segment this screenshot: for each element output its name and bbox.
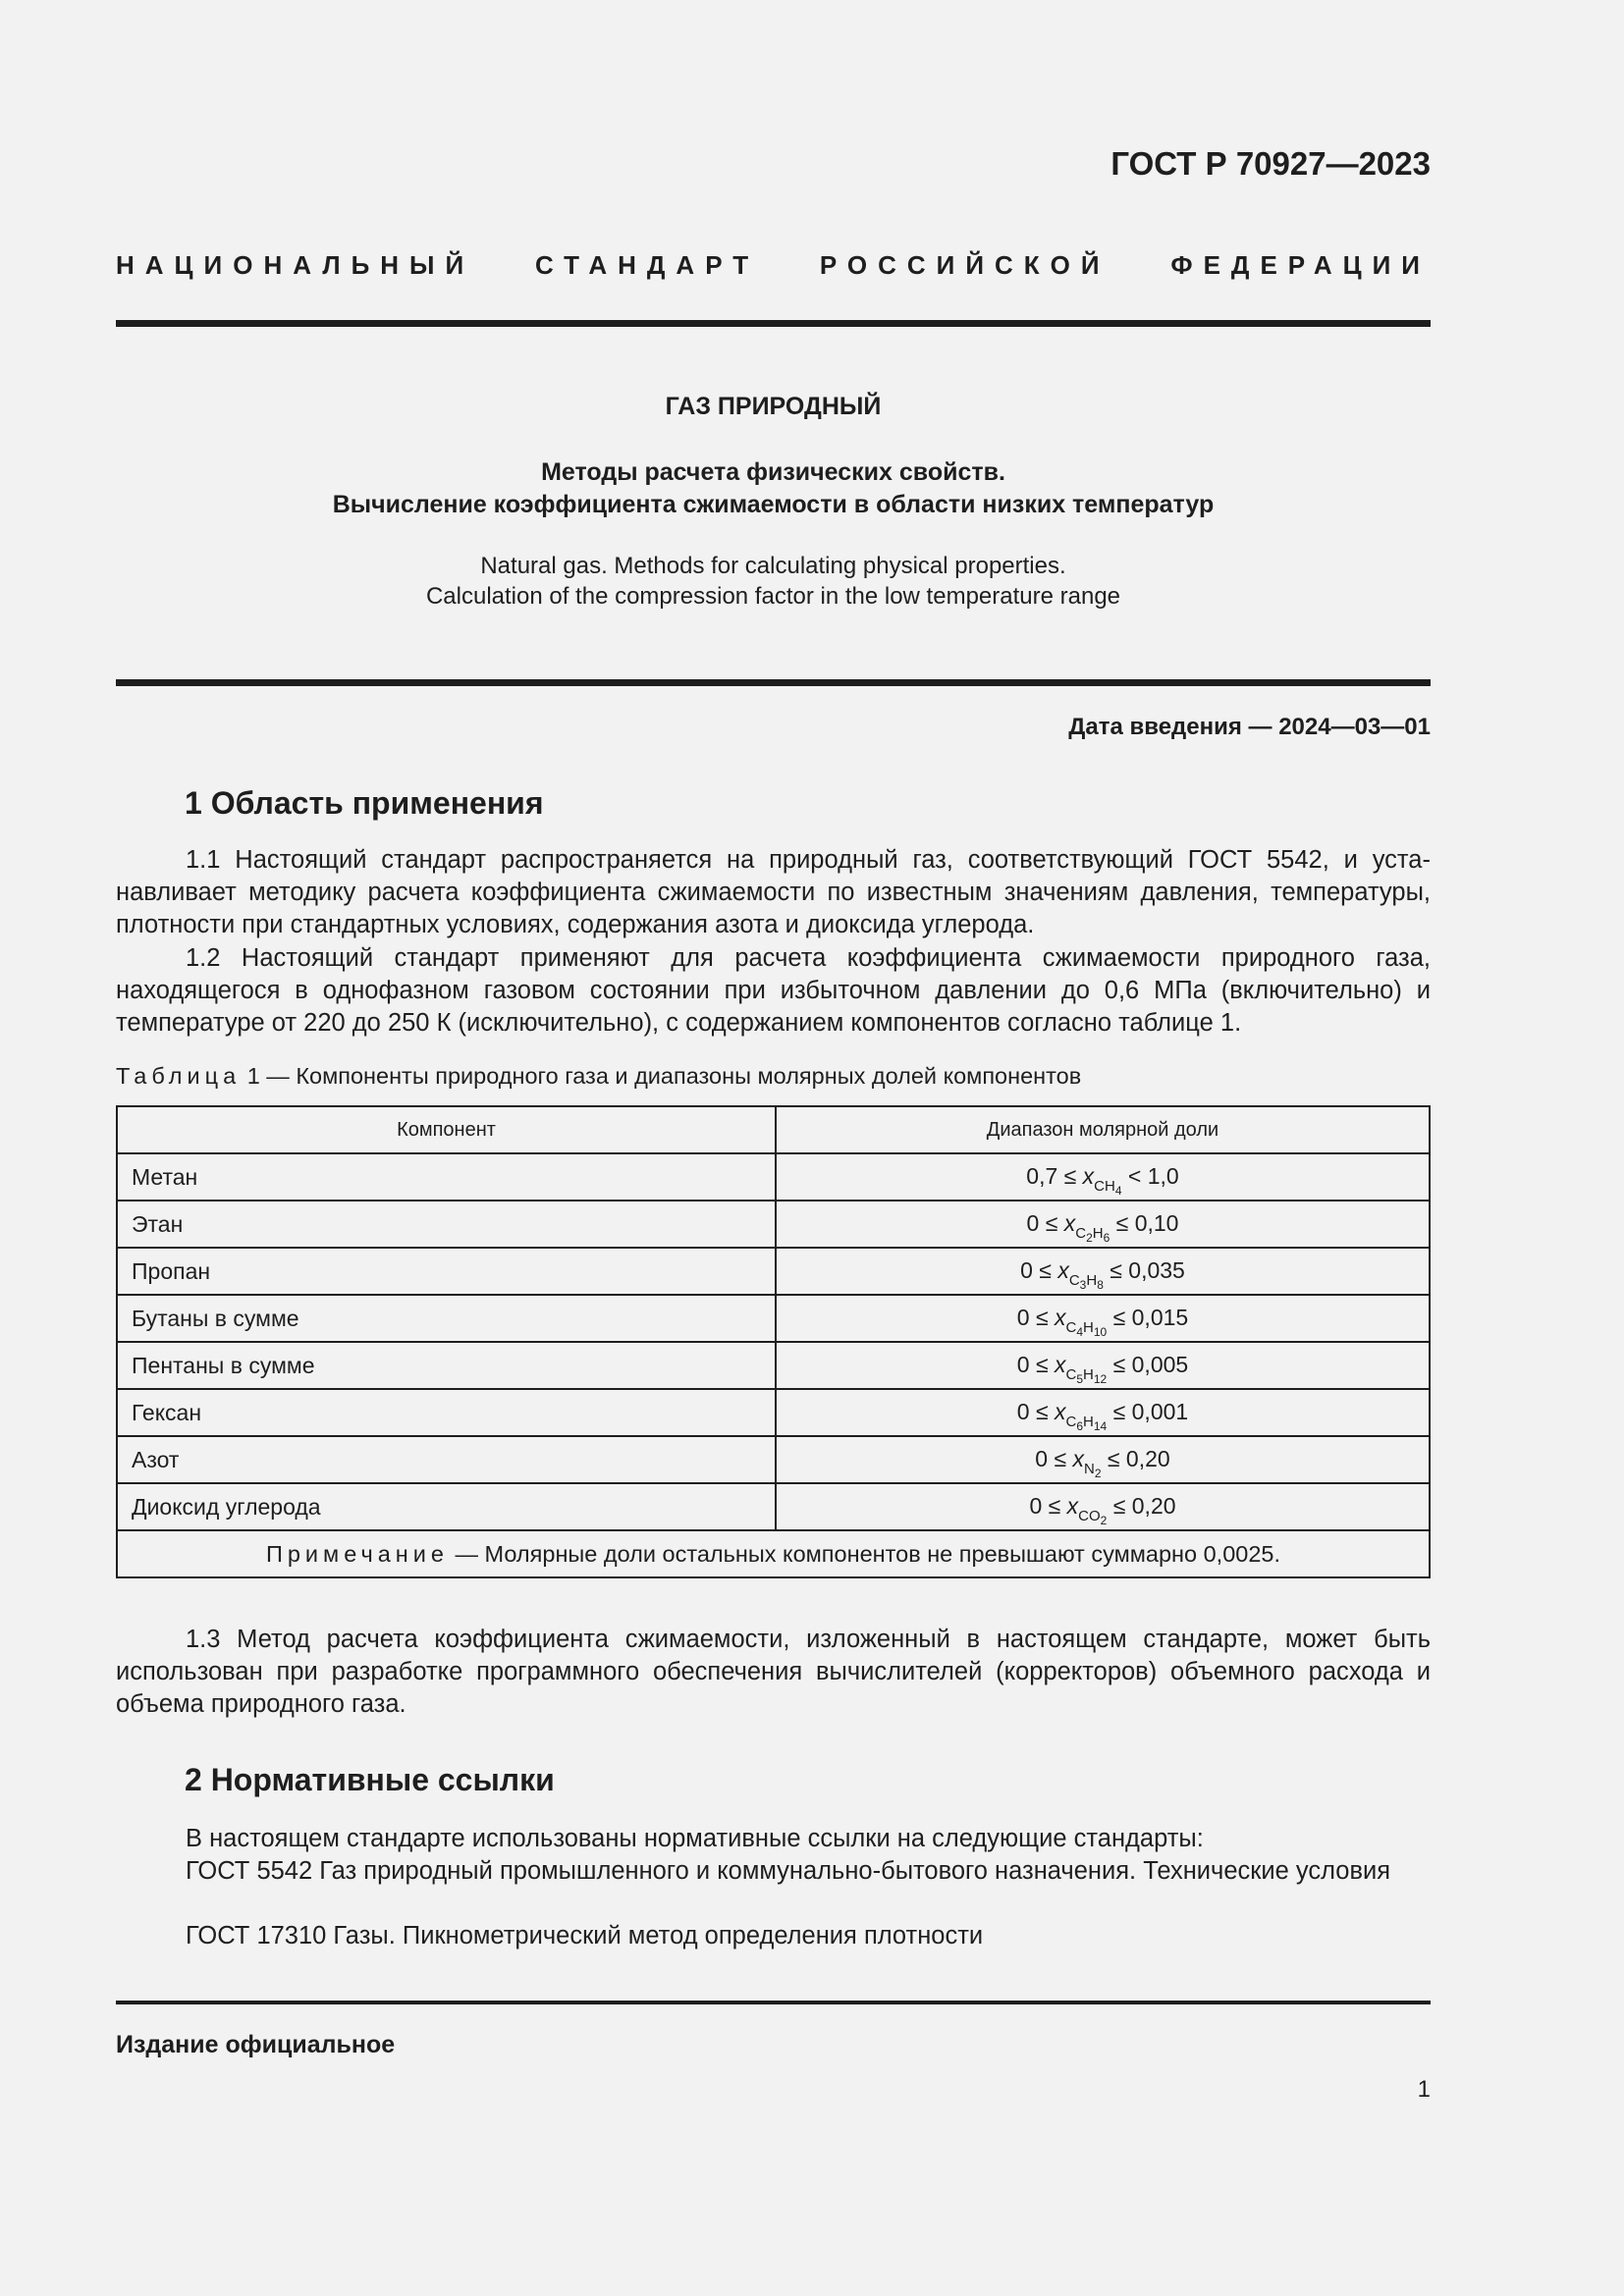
mole-fraction-symbol: x: [1055, 1305, 1066, 1330]
title-sub: [116, 456, 1431, 521]
formula-element: H: [1083, 1366, 1094, 1383]
section2-heading: 2 Нормативные ссылки: [185, 1762, 555, 1797]
formula-element: H: [1086, 1272, 1098, 1289]
range-high: ≤ 0,20: [1107, 1493, 1176, 1519]
formula-element: N: [1084, 1461, 1095, 1477]
title-english: [116, 551, 1431, 612]
component-range: [776, 1248, 1430, 1295]
component-name: Метан: [117, 1153, 776, 1201]
component-range: [776, 1342, 1430, 1389]
table-row: [117, 1248, 1430, 1295]
range-low: 0 ≤: [1016, 1352, 1055, 1377]
range-high: ≤ 0,005: [1107, 1352, 1189, 1377]
range-high: ≤ 0,10: [1110, 1210, 1179, 1236]
formula-count: 8: [1097, 1278, 1104, 1292]
formula-subscript: [1094, 1178, 1122, 1198]
title-sub-line2: Вычисление коэффициента сжимаемости в области низких температур: [332, 491, 1215, 518]
formula-count: 5: [1076, 1372, 1084, 1386]
formula-subscript: [1084, 1461, 1102, 1480]
component-name: Азот: [117, 1436, 776, 1483]
formula-element: H: [1083, 1319, 1094, 1336]
formula-count: 10: [1093, 1325, 1108, 1339]
page-number: 1: [1417, 2076, 1431, 2103]
mole-fraction-symbol: x: [1072, 1446, 1084, 1471]
range-high: ≤ 0,20: [1101, 1446, 1170, 1471]
formula-subscript: [1075, 1225, 1110, 1245]
doc-code: ГОСТ Р 70927—2023: [1110, 145, 1431, 182]
intro-date: Дата введения — 2024—03—01: [1068, 714, 1431, 740]
paragraph-1-2: 1.2 Настоящий стандарт применяют для расчета коэффициента сжимаемости природного газа, находящегося в однофазном газовом состоянии при избыточном давлении до 0,6 МПа (включительно) и температуре от 220 до 250 К (исключительно), с содержанием компонентов согласно таблице 1.: [116, 944, 1431, 1037]
formula-count: 2: [1094, 1467, 1102, 1480]
formula-count: 2: [1086, 1231, 1093, 1245]
mole-fraction-symbol: x: [1066, 1493, 1079, 1519]
reference-gost-5542: ГОСТ 5542 Газ природный промышленного и коммунально-бытового назначения. Технические условия: [186, 1857, 1391, 1885]
national-standard-banner: НАЦИОНАЛЬНЫЙ СТАНДАРТ РОССИЙСКОЙ ФЕДЕРАЦИИ: [116, 250, 1431, 280]
component-name: Бутаны в сумме: [117, 1295, 776, 1342]
formula-element: H: [1092, 1225, 1104, 1242]
formula-element: CH: [1094, 1178, 1115, 1195]
formula-count: 4: [1076, 1325, 1084, 1339]
title-main: ГАЗ ПРИРОДНЫЙ: [665, 393, 882, 420]
formula-subscript: [1065, 1366, 1108, 1386]
formula-subscript: [1068, 1272, 1104, 1292]
formula-count: 6: [1076, 1419, 1084, 1433]
table-note: [117, 1530, 1430, 1577]
formula-count: 3: [1079, 1278, 1087, 1292]
table-row: [117, 1483, 1430, 1530]
component-range: [776, 1295, 1430, 1342]
paragraph-2-intro: В настоящем стандарте использованы нормативные ссылки на следующие стандарты:: [186, 1825, 1204, 1852]
paragraph-1-3: 1.3 Метод расчета коэффициента сжимаемости, изложенный в настоящем стандарте, может быть использован при разработке программного обеспечения вычислителей (корректоров) объемного расхода и объема природного газа.: [116, 1626, 1431, 1718]
table-header-row: [117, 1106, 1430, 1153]
table-note-text: — Молярные доли остальных компонентов не превышают суммарно 0,0025.: [448, 1540, 1281, 1567]
col-header-component: Компонент: [117, 1106, 776, 1153]
component-range: [776, 1436, 1430, 1483]
title-en-line2: Calculation of the compression factor in the low temperature range: [425, 583, 1121, 610]
component-name: Пентаны в сумме: [117, 1342, 776, 1389]
edition-label: Издание официальное: [116, 2031, 396, 2058]
mole-fraction-symbol: x: [1057, 1257, 1069, 1283]
range-low: 0 ≤: [1016, 1399, 1055, 1424]
table-row: [117, 1389, 1430, 1436]
reference-gost-17310: ГОСТ 17310 Газы. Пикнометрический метод определения плотности: [186, 1922, 984, 1949]
table-body: [117, 1153, 1430, 1530]
table-note-label: Примечание: [265, 1540, 449, 1567]
mole-fraction-symbol: x: [1082, 1163, 1095, 1189]
formula-element: C: [1068, 1272, 1080, 1289]
paragraph-1-1: 1.1 Настоящий стандарт распространяется на природный газ, соответствующий ГОСТ 5542, и устанавливает методику расчета коэффициента сжимаемости по известным значениям давления, температуры, плотности при стандартных условиях, содержания азота и диоксида углерода.: [116, 846, 1431, 938]
table-caption-text: 1 — Компоненты природного газа и диапазоны молярных долей компонентов: [246, 1063, 1082, 1089]
components-table: [116, 1105, 1431, 1578]
table-row: [117, 1295, 1430, 1342]
header-rule: [116, 320, 1431, 327]
formula-count: 6: [1103, 1231, 1110, 1245]
range-high: ≤ 0,001: [1107, 1399, 1189, 1424]
footer-rule: [116, 2001, 1431, 2004]
title-rule: [116, 679, 1431, 686]
table-row: [117, 1153, 1430, 1201]
table-note-row: [117, 1530, 1430, 1577]
range-low: 0 ≤: [1016, 1305, 1055, 1330]
range-low: 0 ≤: [1029, 1493, 1067, 1519]
formula-element: CO: [1078, 1508, 1101, 1524]
mole-fraction-symbol: x: [1063, 1210, 1076, 1236]
formula-element: C: [1065, 1319, 1077, 1336]
table-row: [117, 1436, 1430, 1483]
range-high: ≤ 0,015: [1107, 1305, 1189, 1330]
table-caption-label: Таблица: [116, 1063, 242, 1089]
table-row: [117, 1342, 1430, 1389]
formula-subscript: [1065, 1319, 1108, 1339]
title-sub-line1: Методы расчета физических свойств.: [541, 458, 1005, 486]
component-range: [776, 1153, 1430, 1201]
table-caption: [116, 1063, 1081, 1090]
range-high: < 1,0: [1121, 1163, 1179, 1189]
component-range: [776, 1389, 1430, 1436]
formula-subscript: [1078, 1508, 1108, 1527]
col-header-range: Диапазон молярной доли: [776, 1106, 1430, 1153]
formula-count: 14: [1093, 1419, 1108, 1433]
formula-element: C: [1075, 1225, 1087, 1242]
formula-element: H: [1083, 1414, 1094, 1430]
component-name: Пропан: [117, 1248, 776, 1295]
formula-subscript: [1065, 1414, 1108, 1433]
formula-count: 12: [1093, 1372, 1108, 1386]
mole-fraction-symbol: x: [1055, 1399, 1066, 1424]
formula-count: 4: [1114, 1184, 1122, 1198]
range-low: 0 ≤: [1035, 1446, 1073, 1471]
formula-element: C: [1065, 1414, 1077, 1430]
component-name: Гексан: [117, 1389, 776, 1436]
range-high: ≤ 0,035: [1103, 1257, 1185, 1283]
range-low: 0,7 ≤: [1026, 1163, 1083, 1189]
formula-element: C: [1065, 1366, 1077, 1383]
table-row: [117, 1201, 1430, 1248]
component-range: [776, 1201, 1430, 1248]
component-range: [776, 1483, 1430, 1530]
component-name: Этан: [117, 1201, 776, 1248]
formula-count: 2: [1100, 1514, 1108, 1527]
range-low: 0 ≤: [1026, 1210, 1064, 1236]
component-name: Диоксид углерода: [117, 1483, 776, 1530]
title-en-line1: Natural gas. Methods for calculating physical properties.: [480, 553, 1066, 579]
range-low: 0 ≤: [1020, 1257, 1058, 1283]
mole-fraction-symbol: x: [1055, 1352, 1066, 1377]
section1-heading: 1 Область применения: [185, 785, 544, 821]
